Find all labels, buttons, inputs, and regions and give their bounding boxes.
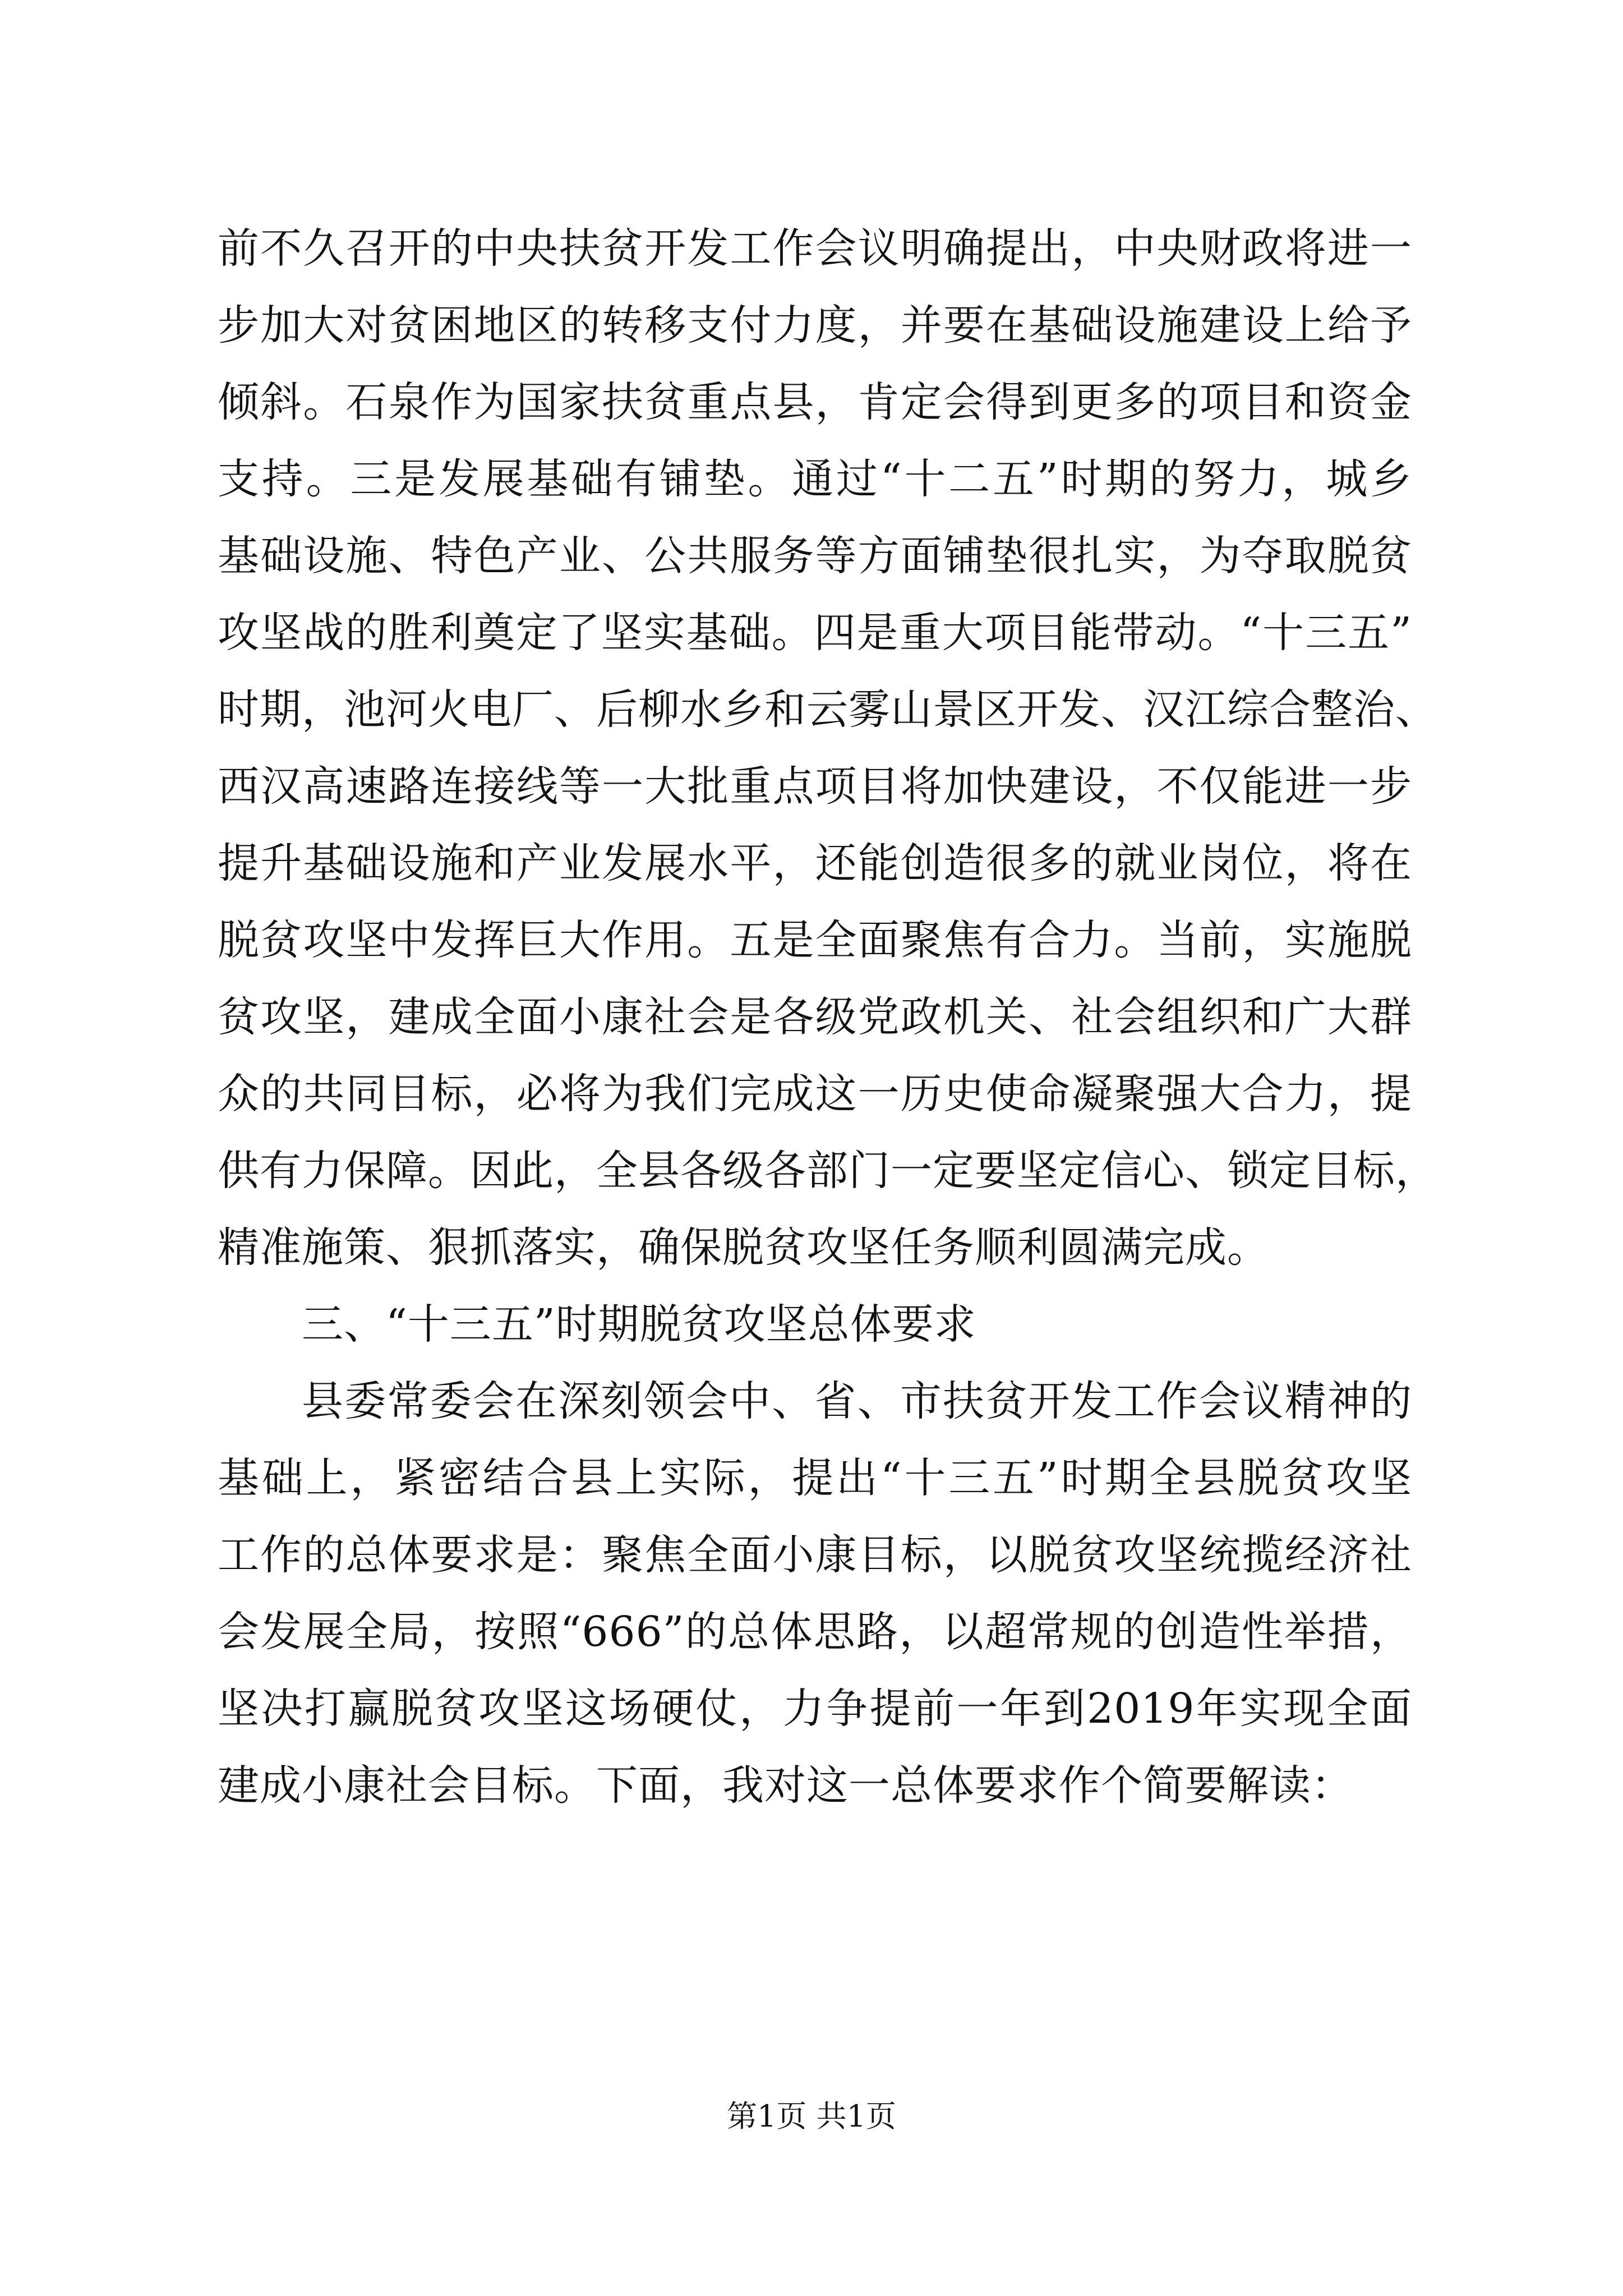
body-text-line: 支持。三是发展基础有铺垫。通过“十二五”时期的努力，城乡 [218,455,1412,503]
body-text-line: 攻坚战的胜利奠定了坚实基础。四是重大项目能带动。“十三五” [218,609,1412,657]
body-text-line: 坚决打赢脱贫攻坚这场硬仗，力争提前一年到2019年实现全面 [218,1685,1412,1733]
body-text-line: 提升基础设施和产业发展水平，还能创造很多的就业岗位，将在 [218,839,1412,887]
body-text-line: 精准施策、狠抓落实，确保脱贫攻坚任务顺利圆满完成。 [218,1223,1269,1272]
page-number-footer: 第1页 共1页 [727,2099,896,2134]
body-text-line: 基础上，紧密结合县上实际，提出“十三五”时期全县脱贫攻坚 [218,1454,1412,1502]
body-text-line: 贫攻坚，建成全面小康社会是各级党政机关、社会组织和广大群 [218,993,1412,1041]
body-text-line: 建成小康社会目标。下面，我对这一总体要求作个简要解读： [218,1761,1353,1810]
body-text-line: 工作的总体要求是：聚焦全面小康目标，以脱贫攻坚统揽经济社 [218,1531,1412,1579]
body-text-line: 西汉高速路连接线等一大批重点项目将加快建设，不仅能进一步 [218,762,1412,811]
body-text-line: 前不久召开的中央扶贫开发工作会议明确提出，中央财政将进一 [218,224,1412,273]
body-text-line: 供有力保障。因此，全县各级各部门一定要坚定信心、锁定目标， [218,1147,1437,1195]
body-text-line: 步加大对贫困地区的转移支付力度，并要在基础设施建设上给予 [218,301,1412,349]
body-text-line: 县委常委会在深刻领会中、省、市扶贫开发工作会议精神的 [302,1377,1412,1425]
body-text-line: 会发展全局，按照“666”的总体思路，以超常规的创造性举措， [218,1608,1412,1656]
body-text-line: 时期，池河火电厂、后柳水乡和云雾山景区开发、汉江综合整治、 [218,685,1437,734]
section-heading: 三、“十三五”时期脱贫攻坚总体要求 [302,1300,976,1349]
body-text-line: 众的共同目标，必将为我们完成这一历史使命凝聚强大合力，提 [218,1070,1412,1118]
body-text-line: 脱贫攻坚中发挥巨大作用。五是全面聚焦有合力。当前，实施脱 [218,916,1412,964]
body-text-line: 倾斜。石泉作为国家扶贫重点县，肯定会得到更多的项目和资金 [218,378,1412,426]
body-text-line: 基础设施、特色产业、公共服务等方面铺垫很扎实，为夺取脱贫 [218,532,1412,580]
